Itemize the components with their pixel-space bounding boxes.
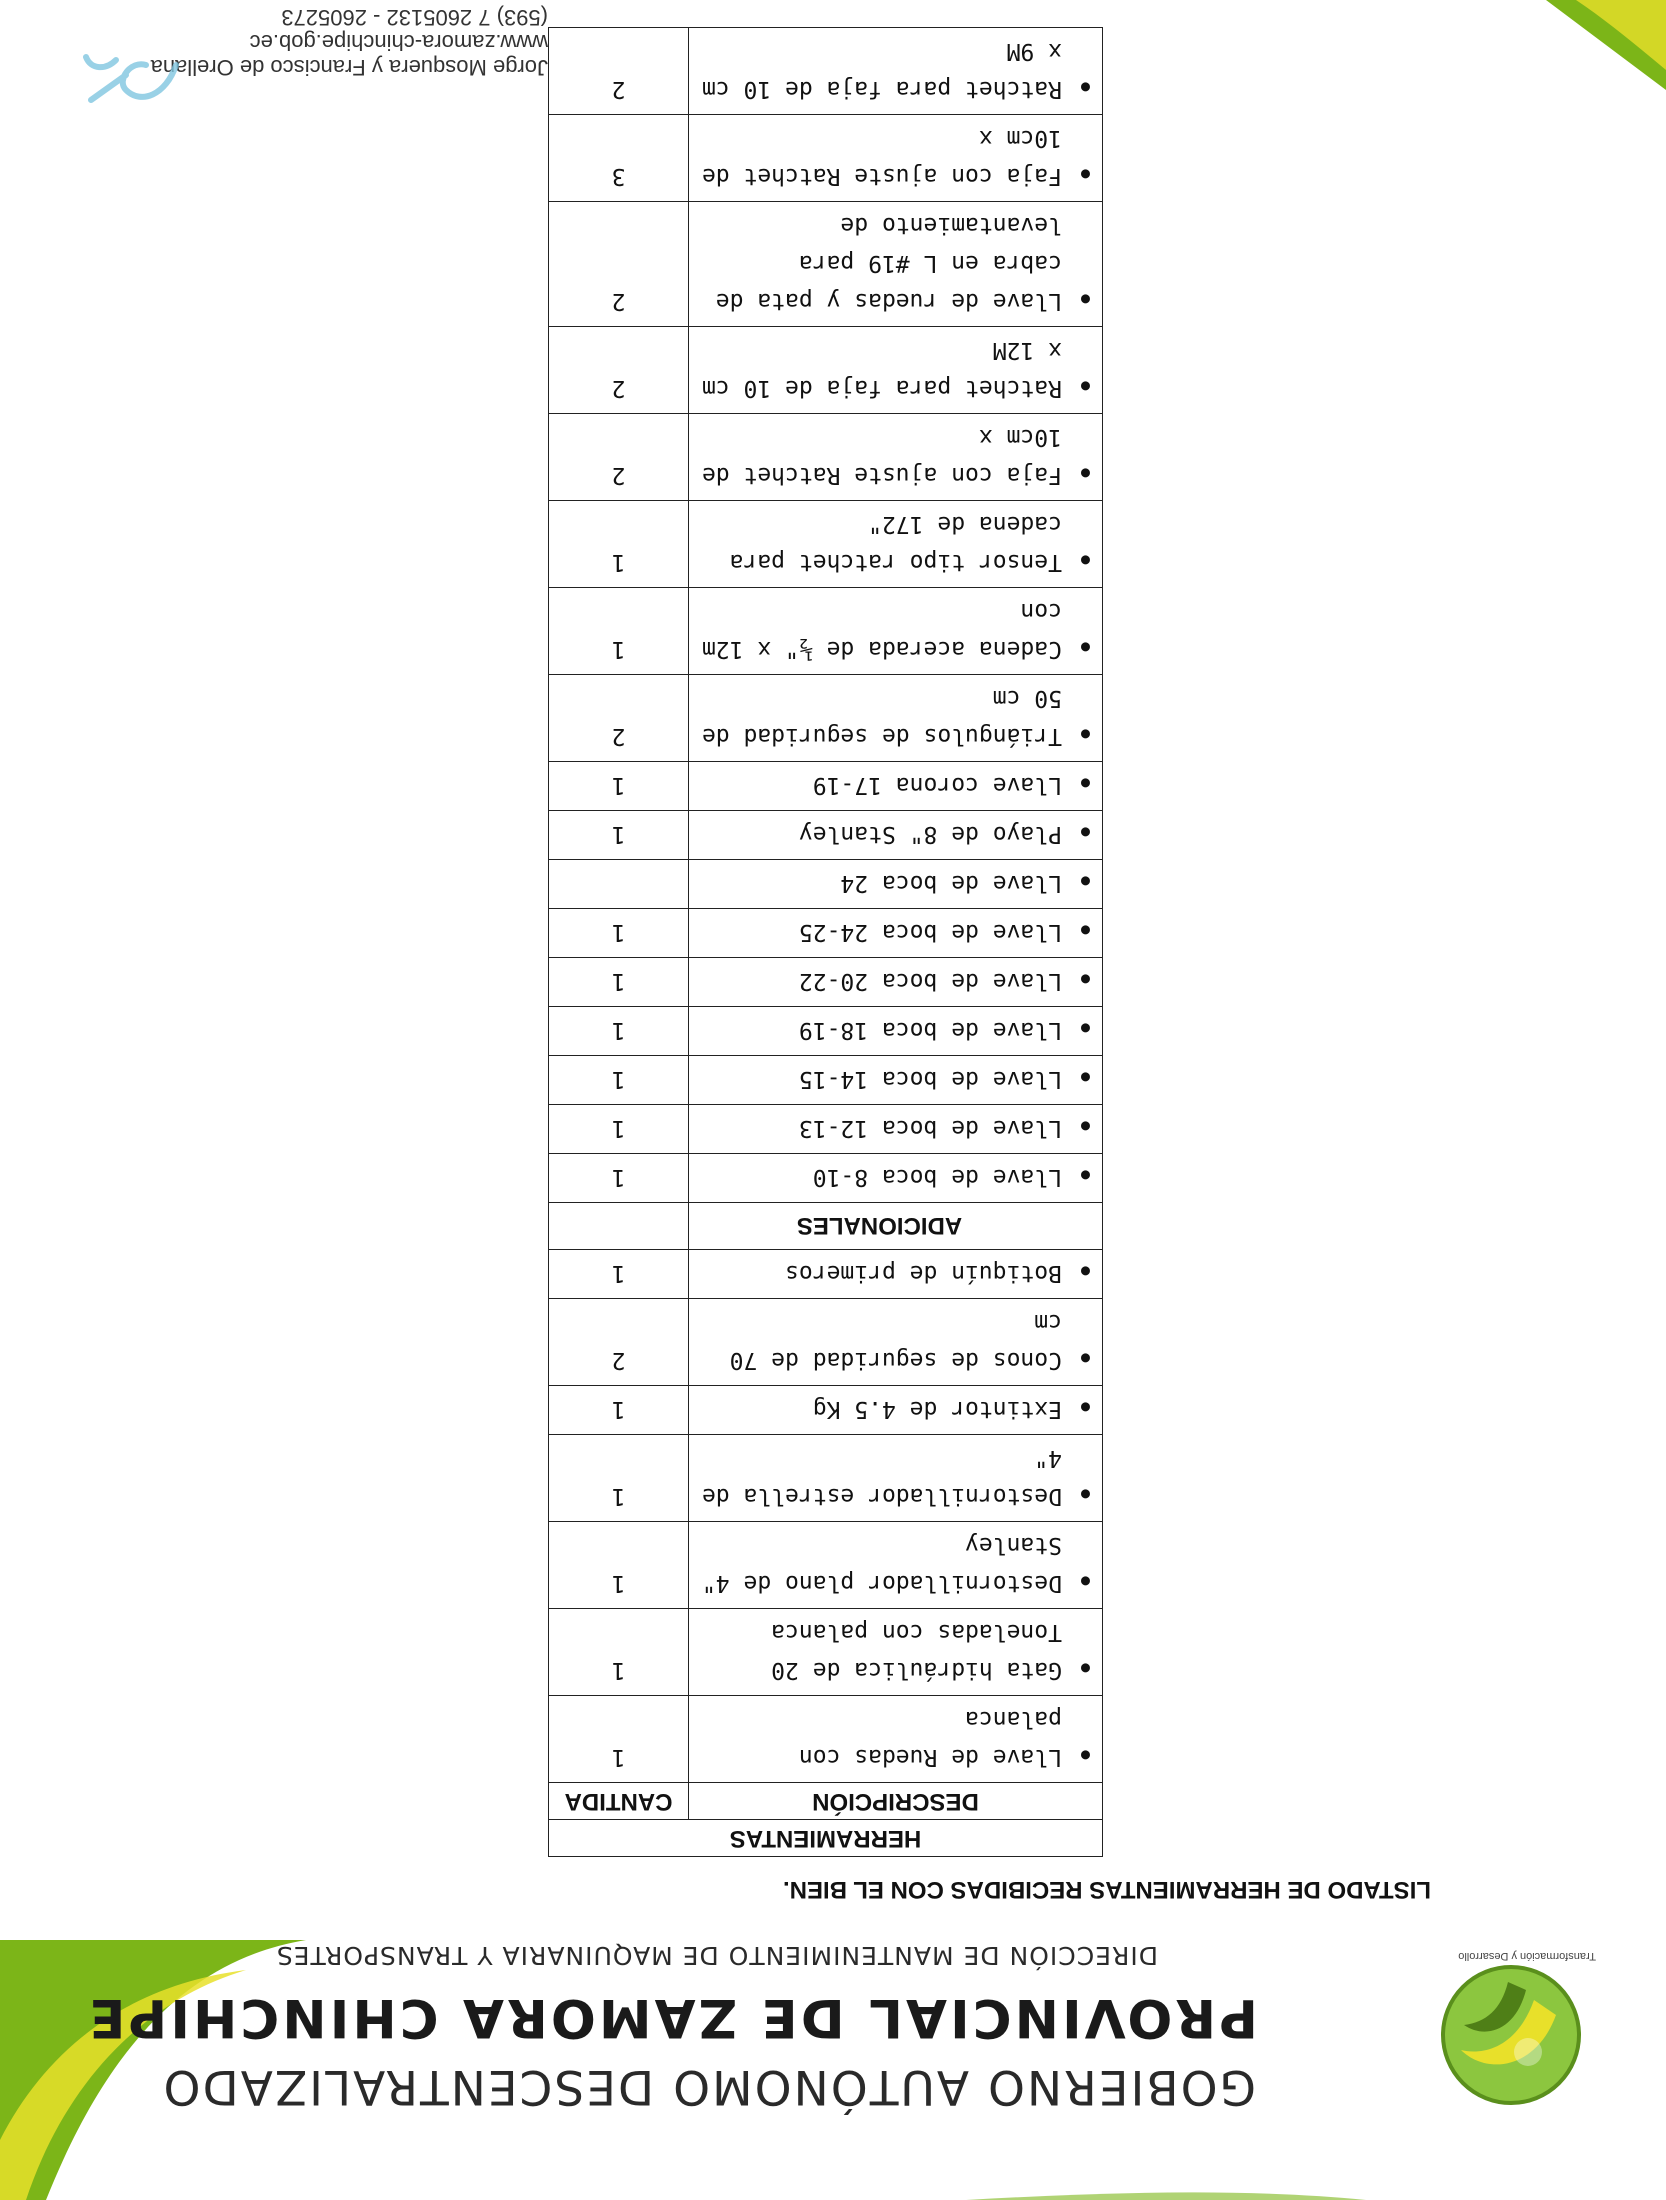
item-quantity: 1 (549, 1154, 689, 1203)
item-description: ● Destornillador estrella de 4" (689, 1435, 1103, 1522)
footer-swoosh-decoration (1546, 0, 1666, 90)
item-description: ● Playo de 8" Stanley (689, 811, 1103, 860)
table-row (549, 909, 1103, 958)
footer-website: www.zamora-chinchipe.gob.ec (249, 30, 548, 55)
item-description: ● Extintor de 4.5 Kg (689, 1386, 1103, 1435)
item-description: ● Ratchet para faja de 10 cm x 9M (689, 28, 1103, 115)
table-row (549, 1522, 1103, 1609)
section-row (549, 1203, 1103, 1250)
section-blank-cell (549, 1203, 689, 1250)
footer-phone: (593) 7 2605132 - 2605273 (281, 5, 548, 30)
section-adicionales (549, 1203, 1103, 1250)
item-quantity: 1 (549, 958, 689, 1007)
header-institution-line1: GOBIERNO AUTÓNOMO DESCENTRALIZADO (161, 2059, 1256, 2114)
column-header-description: DESCRIPCIÓN (689, 1783, 1103, 1820)
table-caption: HERRAMIENTAS (549, 1820, 1103, 1857)
tools-table (548, 27, 1103, 1857)
item-description: ● Llave de boca 24-25 (689, 909, 1103, 958)
ink-stamp-mark (76, 45, 186, 115)
item-description: ● Llave corona 17-19 (689, 762, 1103, 811)
footer-contact (151, 5, 548, 80)
item-quantity: 1 (549, 762, 689, 811)
item-quantity: 1 (549, 1435, 689, 1522)
item-description: ● Faja con ajuste Ratchet de 10cm x (689, 115, 1103, 202)
item-quantity: 1 (549, 1609, 689, 1696)
item-quantity: 1 (549, 1105, 689, 1154)
table-row (549, 414, 1103, 501)
item-quantity: 1 (549, 1056, 689, 1105)
item-description: ● Llave de boca 24 (689, 860, 1103, 909)
item-quantity: 1 (549, 1007, 689, 1056)
table-row (549, 762, 1103, 811)
document-title: LISTADO DE HERRAMIENTAS RECIBIDAS CON EL BIEN. (782, 1876, 1431, 1903)
tools-group-basic (549, 1250, 1103, 1783)
table-row (549, 588, 1103, 675)
item-description: ● Llave de boca 12-13 (689, 1105, 1103, 1154)
table-row (549, 1007, 1103, 1056)
header-department: DIRECCIÓN DE MANTENIMIENTO DE MAQUINARIA Y TRANSPORTES (275, 1941, 1158, 1970)
column-header-quantity: CANTIDA (549, 1783, 689, 1820)
tools-group-additional (549, 28, 1103, 1203)
item-description: ● Llave de Ruedas con palanca (689, 1696, 1103, 1783)
item-description: ● Gata hidráulica de 20 Toneladas con palanca (689, 1609, 1103, 1696)
item-quantity: 2 (549, 327, 689, 414)
item-description: ● Llave de boca 14-15 (689, 1056, 1103, 1105)
header-institution-line2: PROVINCIAL DE ZAMORA CHINCHIPE (86, 1987, 1258, 2048)
footer-address: Jorge Mosquera y Francisco de Orellana (150, 55, 548, 80)
table-row (549, 1056, 1103, 1105)
item-quantity: 1 (549, 811, 689, 860)
item-description: ● Llave de ruedas y pata de cabra en L #19 para levantamiento de (689, 202, 1103, 327)
table-row (549, 28, 1103, 115)
item-quantity: 2 (549, 202, 689, 327)
item-description: ● Llave de boca 18-19 (689, 1007, 1103, 1056)
table-row (549, 1386, 1103, 1435)
table-row (549, 675, 1103, 762)
table-row (549, 1250, 1103, 1299)
item-quantity: 2 (549, 414, 689, 501)
item-description: ● Ratchet para faja de 10 cm x 12M (689, 327, 1103, 414)
item-quantity: 1 (549, 501, 689, 588)
item-quantity: 3 (549, 115, 689, 202)
item-description: ● Faja con ajuste Ratchet de 10cm x (689, 414, 1103, 501)
item-quantity: 2 (549, 1299, 689, 1386)
table-row (549, 1696, 1103, 1783)
gad-logo-icon (1436, 1960, 1586, 2110)
item-description: ● Cadena acerada de ½" x 12m con (689, 588, 1103, 675)
table-header-row (549, 1783, 1103, 1820)
table-row (549, 115, 1103, 202)
table-row (549, 501, 1103, 588)
item-description: ● Llave de boca 20-22 (689, 958, 1103, 1007)
section-label: ADICIONALES (689, 1203, 1103, 1250)
item-quantity: 2 (549, 675, 689, 762)
item-description: ● Destornillador plano de 4" Stanley (689, 1522, 1103, 1609)
table-row (549, 1154, 1103, 1203)
item-quantity: 1 (549, 1522, 689, 1609)
table-row (549, 811, 1103, 860)
table-row (549, 1435, 1103, 1522)
table-row (549, 958, 1103, 1007)
table-row (549, 860, 1103, 909)
table-row (549, 1105, 1103, 1154)
table-row (549, 1299, 1103, 1386)
table-row (549, 202, 1103, 327)
item-quantity: 1 (549, 1696, 689, 1783)
item-quantity (549, 860, 689, 909)
item-quantity: 1 (549, 588, 689, 675)
item-quantity: 1 (549, 909, 689, 958)
table-row (549, 327, 1103, 414)
item-description: ● Botiquín de primeros (689, 1250, 1103, 1299)
item-description: ● Llave de boca 8-10 (689, 1154, 1103, 1203)
logo-caption: Transformación y Desarrollo (1458, 1950, 1596, 1962)
item-quantity: 1 (549, 1250, 689, 1299)
item-description: ● Triángulos de seguridad de 50 cm (689, 675, 1103, 762)
item-quantity: 2 (549, 28, 689, 115)
table-row (549, 1609, 1103, 1696)
item-description: ● Tensor tipo ratchet para cadena de 172" (689, 501, 1103, 588)
item-description: ● Conos de seguridad de 70 cm (689, 1299, 1103, 1386)
item-quantity: 1 (549, 1386, 689, 1435)
table-caption-row (549, 1820, 1103, 1857)
